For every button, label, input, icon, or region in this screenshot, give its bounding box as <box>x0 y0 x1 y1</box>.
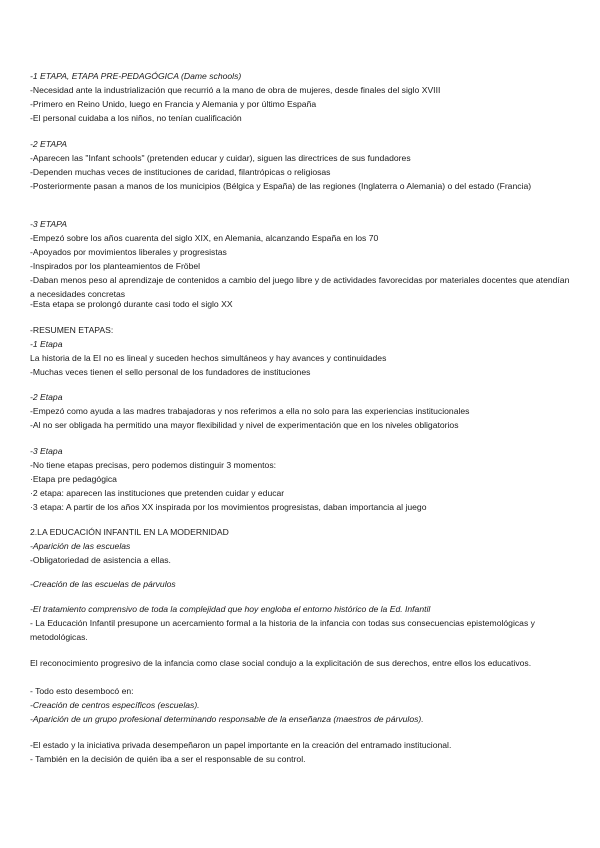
text-line: -2 ETAPA <box>30 139 67 149</box>
text-line: -Creación de centros específicos (escuelas). <box>30 700 200 710</box>
text-line: -3 Etapa <box>30 446 63 456</box>
text-line: -El tratamiento comprensivo de toda la complejidad que hoy engloba el entorno histórico de la Ed. Infantil <box>30 604 431 614</box>
text-line: -3 ETAPA <box>30 219 67 229</box>
text-line: -Dependen muchas veces de instituciones de caridad, filantrópicas o religiosas <box>30 167 331 177</box>
text-line: -Al no ser obligada ha permitido una mayor flexibilidad y nivel de experimentación que en los niveles obligatorios <box>30 420 459 430</box>
text-line: -Aparición de las escuelas <box>30 541 131 551</box>
text-line: -No tiene etapas precisas, pero podemos distinguir 3 momentos: <box>30 460 277 470</box>
text-line: - La Educación Infantil presupone un acercamiento formal a la historia de la infancia con todas sus consecuencias epistemológicas y metodológicas. <box>30 618 535 642</box>
text-line: ·2 etapa: aparecen las instituciones que pretenden cuidar y educar <box>30 488 285 498</box>
text-line: -Empezó sobre los años cuarenta del siglo XIX, en Alemania, alcanzando España en los 70 <box>30 233 379 243</box>
text-line: - Todo esto desembocó en: <box>30 686 134 696</box>
text-line: -2 Etapa <box>30 392 63 402</box>
text-line: -Apoyados por movimientos liberales y progresistas <box>30 247 227 257</box>
text-line: ·Etapa pre pedagógica <box>30 474 117 484</box>
text-line: -Inspirados por los planteamientos de Fröbel <box>30 261 201 271</box>
text-line: El reconocimiento progresivo de la infancia como clase social condujo a la explicitación de sus derechos, entre ellos los educativos. <box>30 658 532 668</box>
text-line: -Daban menos peso al aprendizaje de contenidos a cambio del juego libre y de actividades favorecidas por materiales docentes que atendían a necesidades concretas <box>30 275 570 299</box>
text-line: -Primero en Reino Unido, luego en Francia y Alemania y por último España <box>30 99 317 109</box>
text-line: -Esta etapa se prolongó durante casi todo el siglo XX <box>30 299 233 309</box>
text-line: -Posteriormente pasan a manos de los municipios (Bélgica y España) de las regiones (Inglaterra o Alemania) o del estado (Francia) <box>30 181 532 191</box>
text-line: -Muchas veces tienen el sello personal de los fundadores de instituciones <box>30 367 311 377</box>
text-line: -1 Etapa <box>30 339 63 349</box>
text-line: -Aparición de un grupo profesional determinando responsable de la enseñanza (maestros de párvulos). <box>30 714 424 724</box>
text-line: La historia de la EI no es lineal y suceden hechos simultáneos y hay avances y continuidades <box>30 353 387 363</box>
text-line: 2.LA EDUCACIÓN INFANTIL EN LA MODERNIDAD <box>30 527 229 537</box>
text-line: -Obligatoriedad de asistencia a ellas. <box>30 555 171 565</box>
text-line: -Necesidad ante la industrialización que recurrió a la mano de obra de mujeres, desde finales del siglo XVIII <box>30 85 441 95</box>
text-line: -Empezó como ayuda a las madres trabajadoras y nos referimos a ella no solo para las experiencias institucionales <box>30 406 470 416</box>
text-line: -El personal cuidaba a los niños, no tenían cualificación <box>30 113 242 123</box>
text-line: ·3 etapa: A partir de los años XX inspirada por los movimientos progresistas, daban importancia al juego <box>30 502 427 512</box>
text-line: - También en la decisión de quién iba a ser el responsable de su control. <box>30 754 306 764</box>
text-line: -Aparecen las "Infant schools" (pretenden educar y cuidar), siguen las directrices de sus fundadores <box>30 153 411 163</box>
text-line: -El estado y la iniciativa privada desempeñaron un papel importante en la creación del entramado institucional. <box>30 740 452 750</box>
text-line: -Creación de las escuelas de párvulos <box>30 579 176 589</box>
text-line: -RESUMEN ETAPAS: <box>30 325 114 335</box>
text-line: -1 ETAPA, ETAPA PRE-PEDAGÓGICA (Dame schools) <box>30 71 242 81</box>
